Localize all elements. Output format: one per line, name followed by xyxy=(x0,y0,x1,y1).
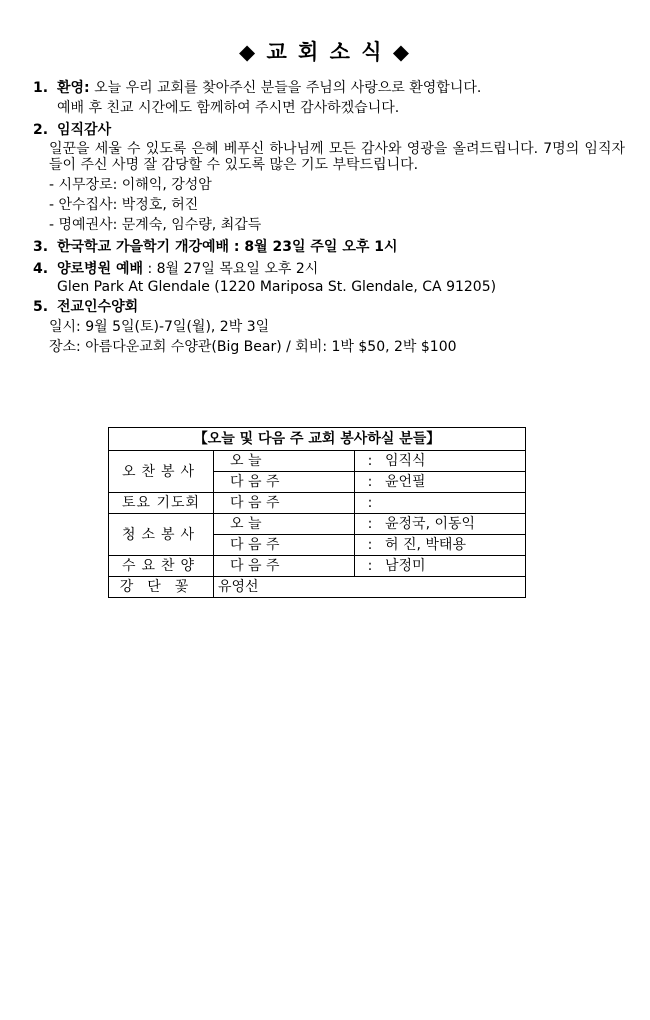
when-today: 오 늘 xyxy=(214,514,355,535)
item-text: : 8월 27일 목요일 오후 2시 xyxy=(143,261,319,277)
table-header: 【오늘 및 다음 주 교회 봉사하실 분들】 xyxy=(109,428,526,451)
volunteer-cell: : xyxy=(355,493,526,514)
volunteer-cell: : 윤언필 xyxy=(355,472,526,493)
role-prayer: 토요 기도회 xyxy=(109,493,214,514)
when-next: 다 음 주 xyxy=(214,493,355,514)
item-heading: 환영: xyxy=(57,80,90,96)
role-flowers: 강단꽃 xyxy=(109,577,214,598)
volunteer-cell: : 임직식 xyxy=(355,451,526,472)
page-title: ◆ 교 회 소 식 ◆ xyxy=(239,40,411,64)
table-header-row xyxy=(109,428,526,451)
announcement-4 xyxy=(33,259,625,279)
when-next: 다 음 주 xyxy=(214,556,355,577)
service-schedule-table xyxy=(108,427,526,598)
item-number: 4. xyxy=(33,261,49,277)
volunteer-cell: : 허 진, 박태용 xyxy=(355,535,526,556)
table-row xyxy=(109,556,526,577)
list-item: - 안수집사: 박정호, 허진 xyxy=(49,197,199,213)
announcement-3 xyxy=(33,237,625,257)
when-today: 오 늘 xyxy=(214,451,355,472)
item-heading: 임직감사 xyxy=(57,122,112,138)
announcement-2-paragraph: 일꾼을 세울 수 있도록 은혜 베푸신 하나님께 모든 감사와 영광을 올려드립니다. 7명의 임직자들이 주신 사명 잘 감당할 수 있도록 많은 기도 부탁드립니다. xyxy=(49,141,625,173)
volunteer-cell: : 윤정국, 이동익 xyxy=(355,514,526,535)
announcement-5-date: 일시: 9월 5일(토)-7일(월), 2박 3일 xyxy=(49,319,270,335)
item-heading: 양로병원 예배 xyxy=(57,261,144,277)
announcement-1 xyxy=(33,78,625,98)
announcements xyxy=(33,78,625,357)
item-number: 1. xyxy=(33,80,49,96)
role-lunch: 오찬봉사 xyxy=(109,451,214,493)
announcement-2 xyxy=(33,120,625,140)
item-heading: 한국학교 가을학기 개강예배 : 8월 23일 주일 오후 1시 xyxy=(57,239,398,255)
table-row xyxy=(109,577,526,598)
table-row xyxy=(109,493,526,514)
announcement-5 xyxy=(33,297,625,317)
list-item: - 명예권사: 문계숙, 임수량, 최갑득 xyxy=(49,217,262,233)
table-row xyxy=(109,514,526,535)
when-next: 다 음 주 xyxy=(214,472,355,493)
role-worship: 수요찬양 xyxy=(109,556,214,577)
announcement-5-place: 장소: 아름다운교회 수양관(Big Bear) / 회비: 1박 $50, 2박 $100 xyxy=(49,339,457,355)
announcement-4-address: Glen Park At Glendale (1220 Mariposa St. Glendale, CA 91205) xyxy=(57,279,497,295)
item-number: 5. xyxy=(33,299,49,315)
table-row xyxy=(109,451,526,472)
volunteer-cell: 유영선 xyxy=(214,577,526,598)
item-number: 2. xyxy=(33,122,49,138)
volunteer-cell: : 남정미 xyxy=(355,556,526,577)
item-heading: 전교인수양회 xyxy=(57,299,139,315)
item-text: 오늘 우리 교회를 찾아주신 분들을 주님의 사랑으로 환영합니다. xyxy=(94,80,482,96)
announcement-1-line2: 예배 후 친교 시간에도 함께하여 주시면 감사하겠습니다. xyxy=(57,100,400,116)
role-cleaning: 청소봉사 xyxy=(109,514,214,556)
when-next: 다 음 주 xyxy=(214,535,355,556)
list-item: - 시무장로: 이해익, 강성암 xyxy=(49,177,212,193)
item-number: 3. xyxy=(33,239,49,255)
